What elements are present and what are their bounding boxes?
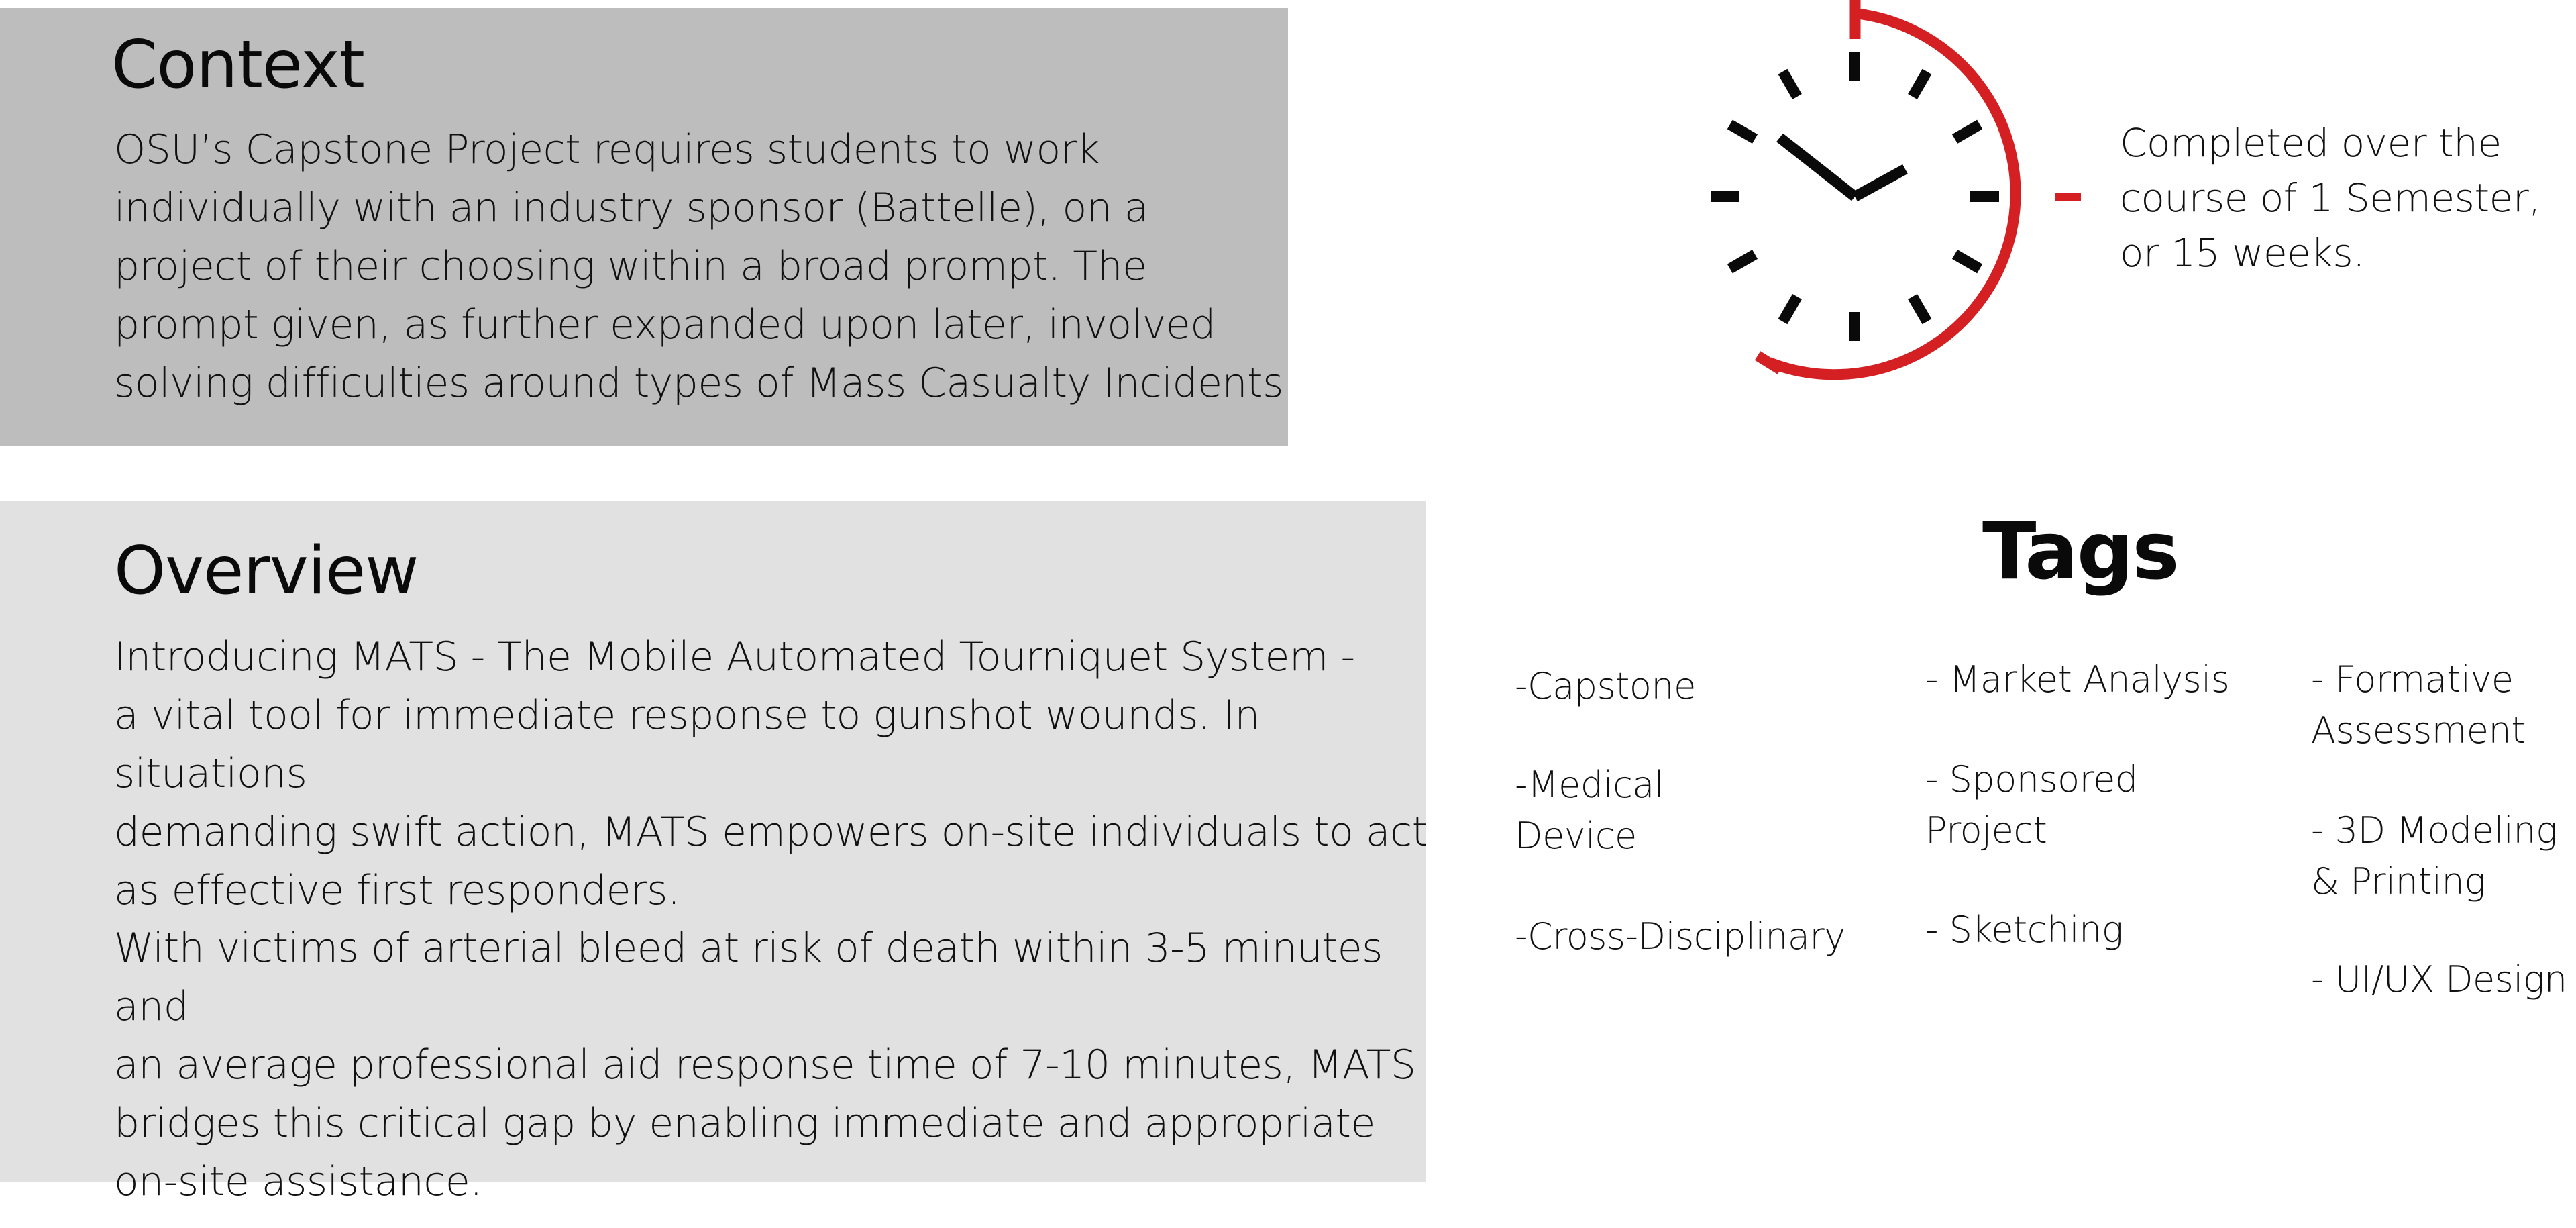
tag-sketching: - Sketching bbox=[1925, 909, 2123, 951]
context-description: OSU’s Capstone Project requires students to work individually with an industry sponsor (Battelle), on a project of their choosing within a broad prompt. The prompt given, as further expanded upon later, involved solving difficulties around types of Mass Casualty Incidents bbox=[114, 126, 1283, 407]
context-heading: Context bbox=[111, 27, 364, 103]
tag-cross-disciplinary: -Cross-Disciplinary bbox=[1515, 915, 1845, 958]
overview-paragraph-1: Introducing MATS - The Mobile Automated Tourniquet System - a vital tool for immediate response to gunshot wounds. In situations demanding swift action, MATS empowers on-site individuals to act as effective first responders. bbox=[114, 633, 1428, 914]
clock-tick-1 bbox=[1913, 72, 1927, 97]
clock-tick-10 bbox=[1730, 125, 1755, 140]
clock-tick-8 bbox=[1730, 254, 1755, 269]
tag-medical-device: -Medical Device bbox=[1515, 764, 1664, 857]
tag-3d-modeling-printing: - 3D Modeling & Printing bbox=[2311, 809, 2558, 903]
clock-tick-4 bbox=[1955, 254, 1980, 269]
clock-tick-11 bbox=[1783, 72, 1798, 97]
clock-hour-hand bbox=[1855, 169, 1905, 197]
overview-paragraph-2: With victims of arterial bleed at risk of death within 3-5 minutes and an average professional aid response time of 7-10 minutes, MATS bridges this critical gap by enabling immediate and appropriate on-site assistance. bbox=[114, 925, 1416, 1205]
tag-ui-ux-design: - UI/UX Design bbox=[2311, 958, 2567, 1001]
tag-sponsored-project: - Sponsored Project bbox=[1925, 758, 2138, 852]
clock-tick-2 bbox=[1955, 125, 1980, 140]
clock-tick-5 bbox=[1913, 297, 1927, 321]
tag-formative-assessment: - Formative Assessment bbox=[2311, 658, 2525, 752]
duration-text: Completed over the course of 1 Semester, or 15 weeks. bbox=[2120, 120, 2541, 276]
clock-progress-arc bbox=[1769, 0, 2015, 374]
clock-tick-7 bbox=[1783, 297, 1798, 321]
tag-capstone: -Capstone bbox=[1515, 665, 1696, 707]
clock-arc-end-cap bbox=[1758, 356, 1780, 370]
tags-heading: Tags bbox=[1982, 505, 2178, 597]
clock-minute-hand bbox=[1780, 138, 1855, 197]
clock-icon bbox=[1690, 0, 2093, 403]
overview-heading: Overview bbox=[114, 533, 419, 609]
tag-market-analysis: - Market Analysis bbox=[1925, 658, 2230, 701]
